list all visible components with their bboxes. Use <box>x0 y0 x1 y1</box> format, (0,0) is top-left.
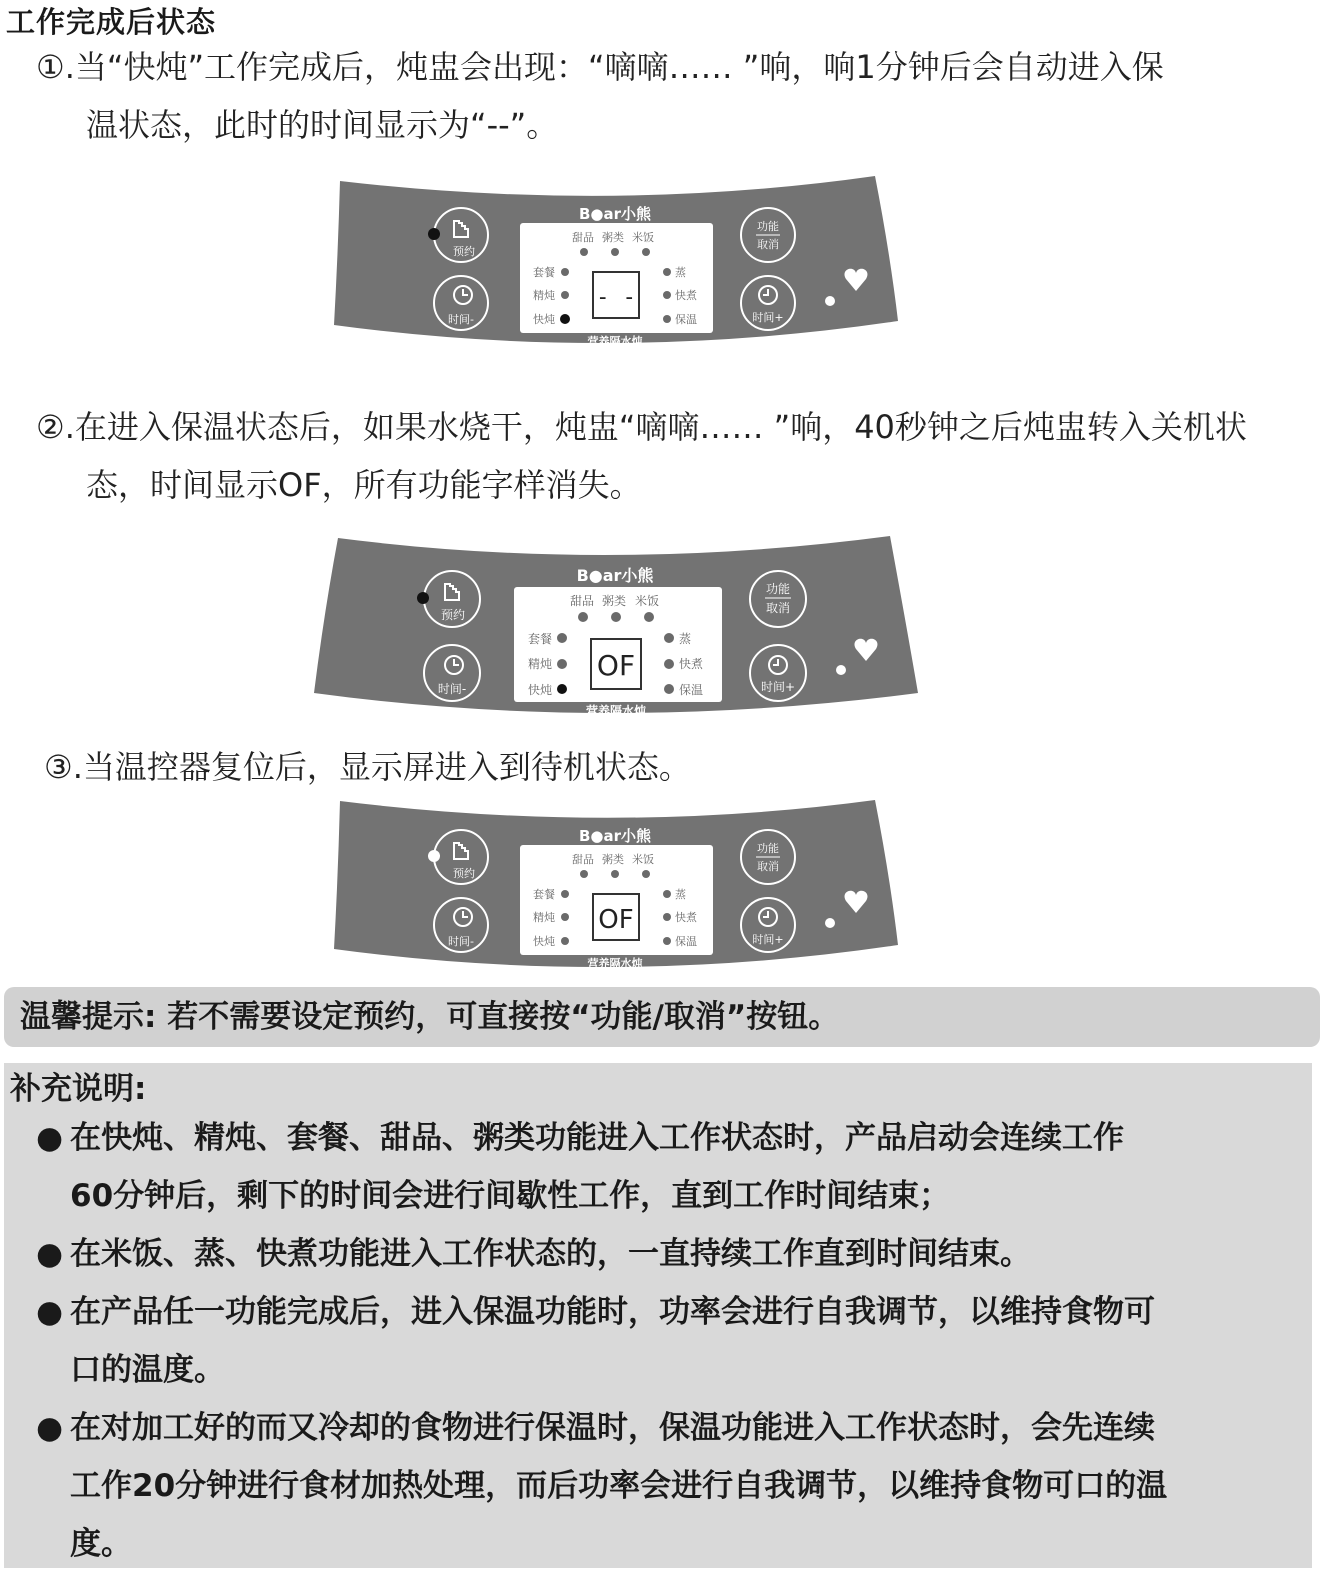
control-panel-1 <box>330 173 900 353</box>
step-3-line-1: ③.当温控器复位后，显示屏进入到待机状态。 <box>44 748 691 786</box>
list-item <box>10 1225 1312 1283</box>
label-fine-stew: 精炖 <box>528 657 553 671</box>
svg-text:功能: 功能 <box>757 842 779 855</box>
step-1-text <box>36 38 1316 154</box>
brand-logo: B●ar小熊 <box>576 566 654 585</box>
list-item <box>10 1399 1312 1573</box>
svg-text:时间+: 时间+ <box>760 680 796 694</box>
svg-text:取消: 取消 <box>757 238 779 251</box>
brand-logo <box>579 205 652 223</box>
label-dessert: 甜品 <box>570 594 595 608</box>
step-1-line-1: ①.当“快炖”工作完成后，炖盅会出现：“嘀嘀…… ”响，响1分钟后会自动进入保 <box>36 48 1164 86</box>
svg-text:B●ar小熊: B●ar小熊 <box>578 205 652 223</box>
label-set-meal: 套餐 <box>533 888 555 901</box>
tip-banner: 温馨提示: 若不需要设定预约，可直接按“功能/取消”按钮。 <box>4 987 1320 1047</box>
supplement-box <box>4 1063 1312 1568</box>
svg-text:预约: 预约 <box>440 608 466 622</box>
svg-text:时间+: 时间+ <box>752 311 784 324</box>
label-quick-stew: 快炖 <box>533 935 555 948</box>
label-porridge: 粥类 <box>602 231 624 244</box>
svg-text:预约: 预约 <box>453 245 475 258</box>
svg-text:时间+: 时间+ <box>752 933 784 946</box>
label-steam: 蒸 <box>675 888 686 901</box>
svg-text:时间-: 时间- <box>448 313 474 326</box>
quick-stew-led-active <box>560 314 570 324</box>
label-rice: 米饭 <box>635 594 660 608</box>
label-set-meal: 套餐 <box>528 632 553 646</box>
label-keep-warm: 保温 <box>679 683 704 697</box>
list-item-line: 口的温度。 <box>70 1352 225 1388</box>
step-2-text <box>36 398 1316 514</box>
control-panel-2 <box>310 533 920 723</box>
label-quick-stew: 快炖 <box>533 313 555 326</box>
quick-stew-led-active <box>557 684 567 694</box>
label-fine-stew: 精炖 <box>533 911 555 924</box>
step-2-line-1: ②.在进入保温状态后，如果水烧干，炖盅“嘀嘀…… ”响，40秒钟之后炖盅转入关机状 <box>36 408 1247 446</box>
list-item-line: 度。 <box>70 1526 132 1562</box>
label-steam: 蒸 <box>679 632 692 646</box>
label-steam: 蒸 <box>675 266 686 279</box>
label-keep-warm: 保温 <box>675 313 697 326</box>
label-quick-stew: 快炖 <box>528 683 553 697</box>
panel-slogan: 营养隔水炖 <box>587 335 643 348</box>
label-porridge: 粥类 <box>602 853 624 866</box>
panel-slogan: 营养隔水炖 <box>585 704 647 718</box>
panel-slogan: 营养隔水炖 <box>587 957 643 970</box>
supplement-title: 补充说明: <box>10 1071 147 1107</box>
reserve-indicator-led <box>417 592 429 604</box>
svg-text:取消: 取消 <box>765 601 791 615</box>
reserve-indicator-led <box>428 850 440 862</box>
bullet-icon: ● <box>36 1120 64 1156</box>
brand-logo: B●ar小熊 <box>578 827 652 845</box>
list-item <box>10 1109 1312 1225</box>
svg-text:功能: 功能 <box>765 582 791 596</box>
label-set-meal: 套餐 <box>533 266 555 279</box>
control-panel-3 <box>330 797 900 977</box>
label-quick-boil: 快煮 <box>679 657 704 671</box>
list-item-line: 60分钟后，剩下的时间会进行间歇性工作，直到工作时间结束； <box>70 1178 951 1214</box>
list-item-line: 在产品任一功能完成后，进入保温功能时，功率会进行自我调节，以维持食物可 <box>70 1294 1155 1330</box>
svg-text:取消: 取消 <box>757 860 779 873</box>
section-heading: 工作完成后状态 <box>6 5 217 39</box>
time-display-value: - - <box>596 285 636 310</box>
label-dessert: 甜品 <box>572 853 594 866</box>
list-item <box>10 1283 1312 1399</box>
label-dessert: 甜品 <box>572 231 594 244</box>
bullet-icon: ● <box>36 1236 64 1272</box>
label-rice: 米饭 <box>632 853 654 866</box>
svg-text:预约: 预约 <box>453 867 475 880</box>
svg-text:功能: 功能 <box>757 220 779 233</box>
reserve-indicator-led <box>428 228 440 240</box>
list-item-line: 工作20分钟进行食材加热处理，而后功率会进行自我调节，以维持食物可口的温 <box>70 1468 1168 1504</box>
svg-text:时间-: 时间- <box>448 935 474 948</box>
bullet-icon: ● <box>36 1294 64 1330</box>
label-rice: 米饭 <box>632 231 654 244</box>
label-quick-boil: 快煮 <box>675 289 697 302</box>
label-fine-stew: 精炖 <box>533 289 555 302</box>
time-display-value: OF <box>598 905 634 935</box>
label-keep-warm: 保温 <box>675 935 697 948</box>
list-item-line: 在对加工好的而又冷却的食物进行保温时，保温功能进入工作状态时，会先连续 <box>70 1410 1155 1446</box>
step-1-line-2: 温状态，此时的时间显示为“--”。 <box>86 106 559 144</box>
list-item-line: 在快炖、精炖、套餐、甜品、粥类功能进入工作状态时，产品启动会连续工作 <box>70 1120 1124 1156</box>
list-item-line: 在米饭、蒸、快煮功能进入工作状态的，一直持续工作直到时间结束。 <box>70 1236 1031 1272</box>
time-display-value: OF <box>596 649 636 682</box>
svg-text:时间-: 时间- <box>437 682 467 696</box>
step-2-line-2: 态，时间显示OF，所有功能字样消失。 <box>86 466 642 504</box>
step-3-text <box>44 738 1324 796</box>
label-porridge: 粥类 <box>602 594 627 608</box>
bullet-icon: ● <box>36 1410 64 1446</box>
label-quick-boil: 快煮 <box>675 911 697 924</box>
